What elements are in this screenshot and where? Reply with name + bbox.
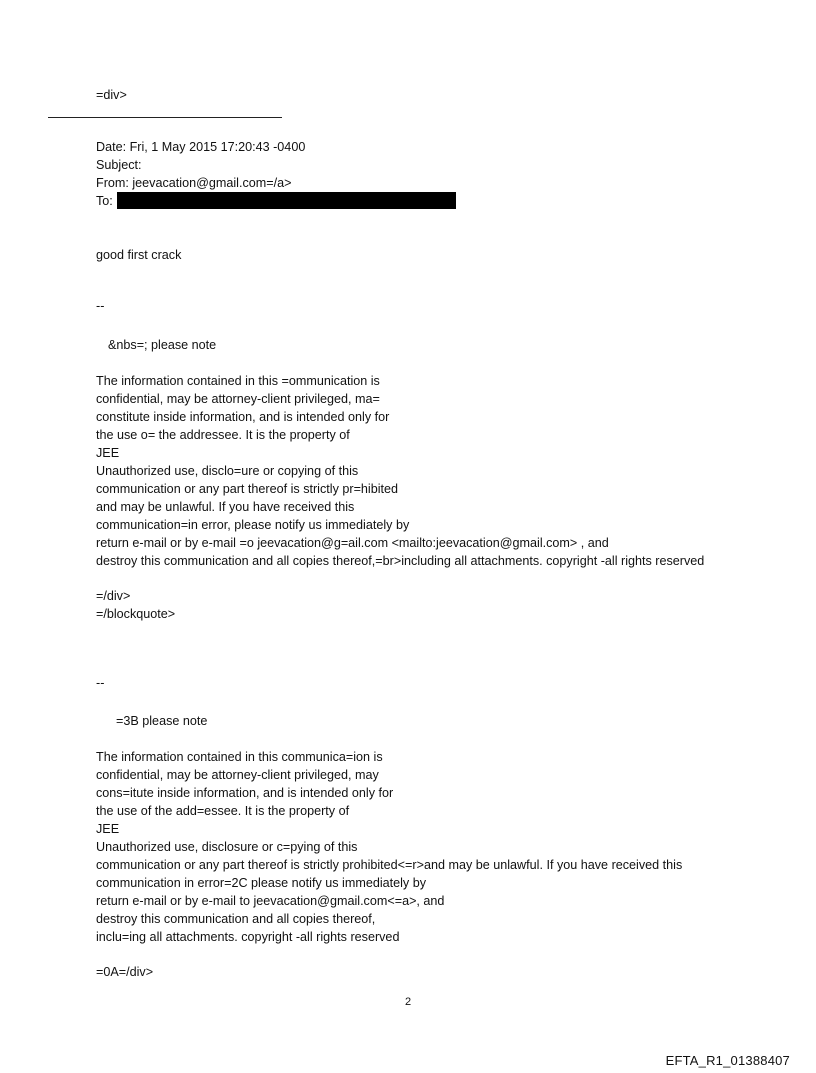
notice-line: constitute inside information, and is intended only for [96,410,390,424]
close-div-tag: =/div> [96,589,131,603]
page-number: 2 [404,996,412,1008]
notice-heading: &nbs=; please note [108,338,217,352]
notice-line: The information contained in this communica=ion is [96,750,383,764]
notice-line: destroy this communication and all copies thereof, [96,912,376,926]
notice-line: return e-mail or by e-mail to jeevacation@gmail.com<=a>, and [96,894,445,908]
notice-line: destroy this communication and all copies thereof,=br>including all attachments. copyright -all rights reserved [96,554,705,568]
notice-line: JEE [96,446,120,460]
close-blockquote-tag: =/blockquote> [96,607,176,621]
signature-separator: -- [96,299,105,313]
notice-line: inclu=ing all attachments. copyright -all rights reserved [96,930,400,944]
notice-line: the use of the add=essee. It is the property of [96,804,350,818]
document-id-footer: EFTA_R1_01388407 [665,1053,790,1068]
notice-line: cons=itute inside information, and is intended only for [96,786,394,800]
redaction-bar [117,192,456,209]
header-date: Date: Fri, 1 May 2015 17:20:43 -0400 [96,140,306,154]
notice-line: and may be unlawful. If you have received this [96,500,355,514]
notice-line: JEE [96,822,120,836]
notice-line: communication=in error, please notify us immediately by [96,518,410,532]
horizontal-divider [48,117,282,118]
notice-line: Unauthorized use, disclosure or c=pying of this [96,840,358,854]
notice-line: communication in error=2C please notify us immediately by [96,876,427,890]
notice-line: confidential, may be attorney-client privileged, may [96,768,379,782]
notice-line: communication or any part thereof is strictly prohibited<=r>and may be unlawful. If you have received this [96,858,683,872]
notice-heading: =3B please note [116,714,208,728]
notice-line: return e-mail or by e-mail =o jeevacation@g=ail.com <mailto:jeevacation@gmail.com> , and [96,536,609,550]
header-to-label: To: [96,194,113,208]
header-subject: Subject: [96,158,142,172]
notice-line: Unauthorized use, disclo=ure or copying of this [96,464,359,478]
open-div-tag: =div> [96,88,127,102]
notice-line: The information contained in this =ommunication is [96,374,380,388]
body-message: good first crack [96,248,182,262]
notice-line: communication or any part thereof is strictly pr=hibited [96,482,399,496]
signature-separator: -- [96,676,105,690]
notice-line: the use o= the addressee. It is the property of [96,428,350,442]
notice-line: confidential, may be attorney-client privileged, ma= [96,392,380,406]
close-div-tag: =0A=/div> [96,965,154,979]
header-from: From: jeevacation@gmail.com=/a> [96,176,292,190]
